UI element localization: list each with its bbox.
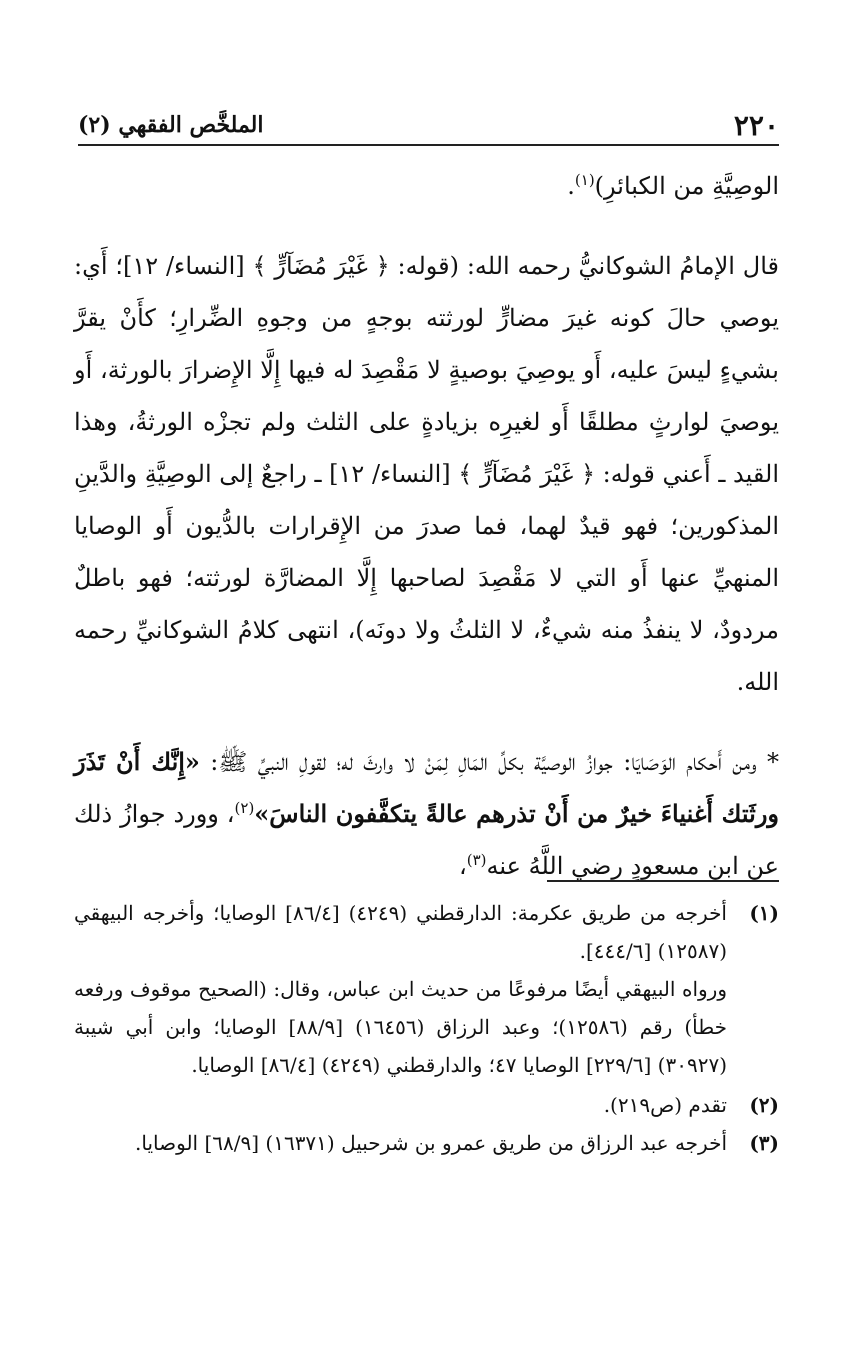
- wasaya-ruling-paragraph: [74, 736, 779, 892]
- footnote-ref-3: (٣): [466, 851, 487, 869]
- footnote-text: تقدم (ص٢١٩).: [603, 1093, 727, 1117]
- page-header: [78, 100, 779, 146]
- footnote-number: (٣): [749, 1131, 779, 1155]
- ruling-end: ،: [458, 852, 467, 880]
- main-text: [74, 160, 779, 892]
- book-title: الملخَّص الفقهي (٢): [78, 112, 264, 138]
- footnote-text: أخرجه من طريق عكرمة: الدارقطني (٤٢٤٩) [٨٦/٤] الوصايا؛ وأخرجه البيهقي (١٢٥٨٧) [٤٤٤/٦].: [74, 901, 727, 963]
- page-number: ٢٢٠: [733, 109, 779, 142]
- footnote-ref-1: (١): [574, 171, 595, 189]
- footnote-number: (١): [749, 901, 779, 925]
- footnote-number: (٢): [749, 1093, 779, 1117]
- footnote-3: [74, 1124, 779, 1162]
- footnote-ref-2: (٢): [234, 799, 255, 817]
- footnote-2: [74, 1086, 779, 1124]
- ruling-mid: ، وورد جوازُ ذلك عن ابن مسعودٍ رضي اللَّهُ عنه: [74, 800, 779, 880]
- opening-line-end: .: [567, 172, 575, 200]
- footnote-1: [74, 894, 779, 970]
- footnote-1-continuation: ورواه البيهقي أيضًا مرفوعًا من حديث ابن عباس، وقال: (الصحيح موقوف ورفعه خطأ) رقم (١٢٥٨٦)؛ وعبد الرزاق (١٦٤٥٦) [٨٨/٩] الوصايا؛ وابن أبي شيبة (٣٠٩٢٧) [٢٢٩/٦] الوصايا ٤٧؛ والدارقطني (٤٢٤٩) [٨٦/٤] الوصايا.: [74, 977, 727, 1077]
- footnote-separator: [547, 880, 779, 882]
- ruling-intro: * ومن أَحكام الوَصَايَا: جوازُ الوصيَّة بكلِّ المَالِ لِمَنْ لا وارثَ له؛ لقولِ النبيِّ ﷺ:: [199, 748, 780, 776]
- footnote-text: أخرجه عبد الرزاق من طريق عمرو بن شرحبيل (١٦٣٧١) [٦٨/٩] الوصايا.: [135, 1131, 727, 1155]
- hadith-text: «إِنَّك أَنْ تَذَرَ ورثَتك أَغنياءَ خيرٌ من أَنْ تذرهم عالةً يتكفَّفون الناسَ»: [74, 747, 779, 828]
- opening-line: [74, 160, 779, 212]
- footnotes: [74, 894, 779, 1162]
- shawkani-quote-paragraph: قال الإمامُ الشوكانيُّ رحمه الله: (قوله: ﴿ غَيْرَ مُضَآرٍّ ﴾ [النساء/ ١٢]؛ أَي: يوصي حالَ كونه غيرَ مضارٍّ لورثته بوجهٍ من وجوهِ الضِّرارِ؛ كأَنْ يقرَّ بشيءٍ ليسَ عليه، أَو يوصِيَ بوصيةٍ لا مَقْصِدَ له فيها إِلَّا الإِضرارَ بالورثة، أَو يوصيَ لوارثٍ مطلقًا أَو لغيرِه بزيادةٍ على الثلث ولم تجزْه الورثةُ، وهذا القيد ـ أَعني قوله: ﴿ غَيْرَ مُضَآرٍّ ﴾ [النساء/ ١٢] ـ راجعٌ إلى الوصِيَّةِ والدَّينِ المذكورين؛ فهو قيدٌ لهما، فما صدرَ من الإِقرارات بالدُّيون أَو الوصايا المنهيِّ عنها أَو التي لا مَقْصِدَ لصاحبها إِلَّا المضارَّة لورثته؛ فهو باطلٌ مردودٌ، لا ينفذُ منه شيءٌ، لا الثلثُ ولا دونَه)، انتهى كلامُ الشوكانيِّ رحمه الله.: [74, 252, 780, 696]
- opening-line-text: الوصِيَّةِ من الكبائرِ): [594, 172, 779, 200]
